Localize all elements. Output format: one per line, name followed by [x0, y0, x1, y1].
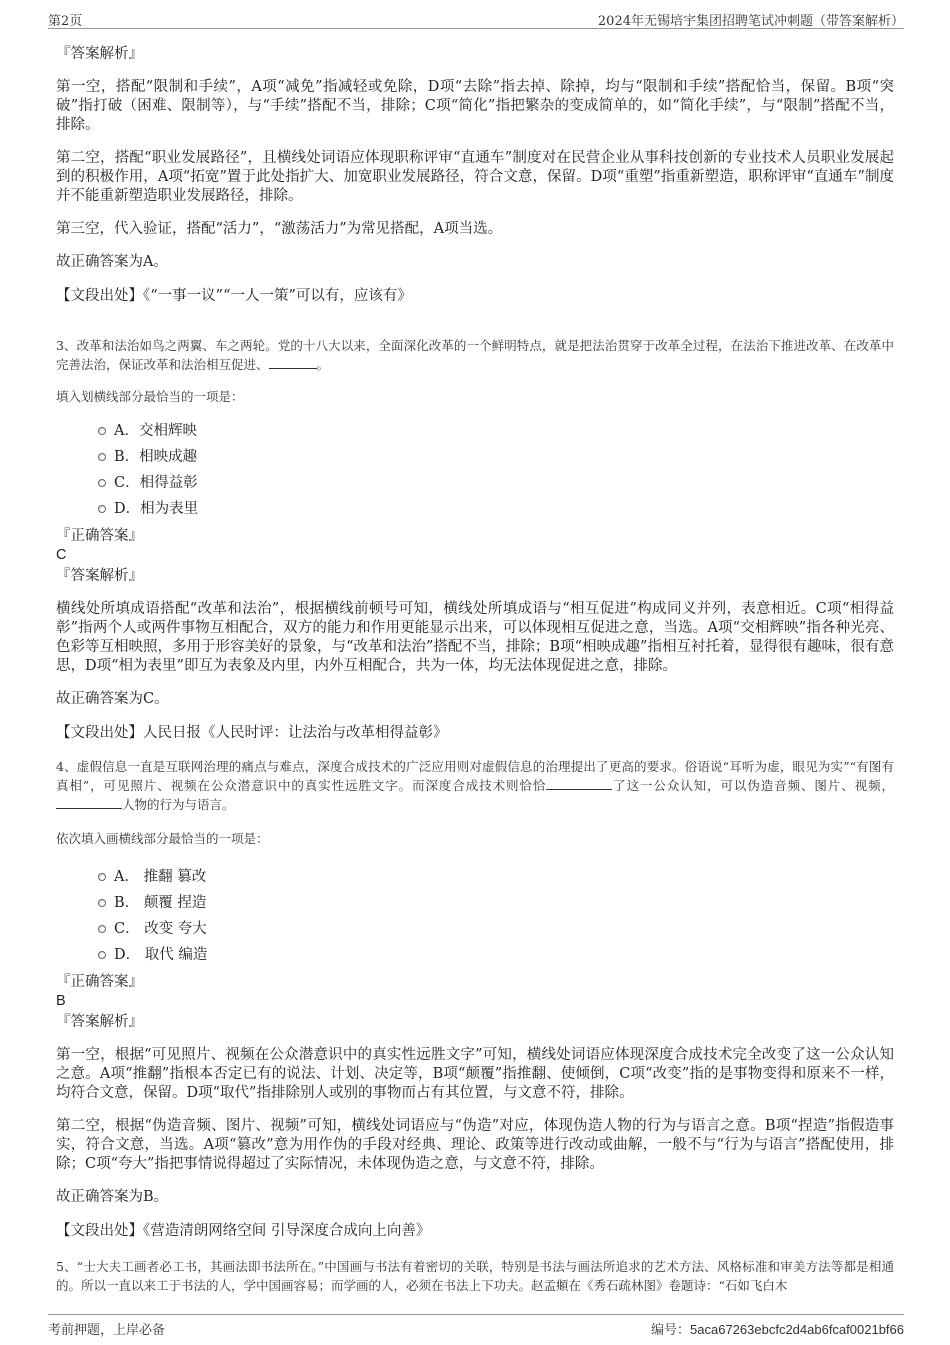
radio-icon[interactable]	[98, 951, 106, 959]
analysis-label: 『答案解析』	[56, 568, 143, 584]
correct-answer: C	[56, 547, 67, 563]
analysis-label: 『答案解析』	[56, 1014, 143, 1030]
answer-blank	[56, 796, 122, 809]
question-prompt: 依次填入画横线部分最恰当的一项是：	[56, 831, 269, 846]
option-a[interactable]: A． 推翻 篡改	[98, 864, 894, 890]
source-citation: 【文段出处】人民日报《人民时评：让法治与改革相得益彰》	[56, 725, 448, 741]
radio-icon[interactable]	[98, 899, 106, 907]
question-stem: 4、虚假信息一直是互联网治理的痛点与难点，深度合成技术的广泛应用则对虚假信息的治理提出了更高的要求。俗语说“耳听为虚，眼见为实”“有图有真相”，可见照片、视频在公众潜意识中的真实性远胜文字。而深度合成技术则恰恰 了这一公众认知，可以伪造音频、图片、视频，人物的行为与语言。	[56, 759, 894, 812]
document-title: 2024年无锡培宇集团招聘笔试冲刺题（带答案解析）	[597, 14, 904, 29]
radio-icon[interactable]	[98, 505, 106, 513]
radio-icon[interactable]	[98, 453, 106, 461]
correct-answer-label: 『正确答案』	[56, 528, 143, 544]
document-body	[56, 44, 894, 1295]
page-header	[48, 8, 904, 29]
document-id: 编号：5aca67263ebcfc2d4ab6fcaf0021bf66	[651, 1322, 904, 1337]
option-a[interactable]: A．交相辉映	[98, 418, 894, 444]
page-number: 第2页	[48, 14, 83, 29]
option-list	[98, 864, 894, 968]
source-citation: 【文段出处】《“一事一议”“一人一策”可以有，应该有》	[56, 288, 412, 304]
radio-icon[interactable]	[98, 925, 106, 933]
option-b[interactable]: B．相映成趣	[98, 444, 894, 470]
correct-answer: B	[56, 993, 66, 1009]
question-prompt: 填入划横线部分最恰当的一项是：	[56, 389, 244, 404]
question-stem: 5、“士大夫工画者必工书，其画法即书法所在。”中国画与书法有着密切的关联，特别是书法与画法所追求的艺术方法、风格标准和审美方法等都是相通的。所以一直以来工于书法的人，学中国画容易；而学画的人，必须在书法上下功夫。赵孟頫在《秀石疏林图》卷题诗：“石如飞白木	[56, 1259, 894, 1293]
answer-conclusion: 故正确答案为C。	[56, 691, 169, 707]
answer-blank	[546, 777, 612, 790]
option-list	[98, 418, 894, 522]
answer-conclusion: 故正确答案为A。	[56, 254, 168, 270]
radio-icon[interactable]	[98, 479, 106, 487]
option-c[interactable]: C． 改变 夸大	[98, 916, 894, 942]
answer-blank	[269, 356, 317, 369]
analysis-paragraph: 第三空，代入验证，搭配“活力”，“激荡活力”为常见搭配，A项当选。	[56, 221, 503, 237]
answer-conclusion: 故正确答案为B。	[56, 1189, 169, 1205]
radio-icon[interactable]	[98, 873, 106, 881]
option-d[interactable]: D． 取代 编造	[98, 942, 894, 968]
option-c[interactable]: C．相得益彰	[98, 470, 894, 496]
option-b[interactable]: B． 颠覆 捏造	[98, 890, 894, 916]
source-citation: 【文段出处】《营造清朗网络空间 引导深度合成向上向善》	[56, 1223, 431, 1239]
analysis-paragraph: 第一空，搭配“限制和手续”，A项“减免”指减轻或免除，D项“去除”指去掉、除掉，均与“限制和手续”搭配恰当，保留。B项“突破”指打破（困难、限制等），与“手续”搭配不当，排除；C项“简化”指把繁杂的变成简单的，如“简化手续”，与“限制”搭配不当，排除。	[56, 79, 894, 133]
analysis-paragraph: 第二空，根据“伪造音频、图片、视频”可知，横线处词语应与“伪造”对应，体现伪造人物的行为与语言之意。B项“捏造”指假造事实，符合文意，当选。A项“篡改”意为用作伪的手段对经典、理论、政策等进行改动或曲解，一般不与“行为与语言”搭配使用，排除；C项“夸大”指把事情说得超过了实际情况，未体现伪造之意，与文意不符，排除。	[56, 1118, 894, 1172]
footer-slogan: 考前押题，上岸必备	[48, 1323, 166, 1338]
option-d[interactable]: D．相为表里	[98, 496, 894, 522]
analysis-paragraph: 第一空，根据“可见照片、视频在公众潜意识中的真实性远胜文字”可知，横线处词语应体现深度合成技术完全改变了这一公众认知之意。A项“推翻”指根本否定已有的说法、计划、决定等，B项“颠覆”指推翻、使倾倒，C项“改变”指的是事物变得和原来不一样，均符合文意，保留。D项“取代”指排除别人或别的事物而占有其位置，与文意不符，排除。	[56, 1047, 894, 1101]
correct-answer-label: 『正确答案』	[56, 974, 143, 990]
radio-icon[interactable]	[98, 427, 106, 435]
question-stem: 3、改革和法治如鸟之两翼、车之两轮。党的十八大以来，全面深化改革的一个鲜明特点，就是把法治贯穿于改革全过程，在法治下推进改革、在改革中完善法治，保证改革和法治相互促进、 。	[56, 338, 894, 372]
analysis-paragraph: 第二空，搭配“职业发展路径”，且横线处词语应体现职称评审“直通车”制度对在民营企业从事科技创新的专业技术人员职业发展起到的积极作用，A项“拓宽”置于此处指扩大、加宽职业发展路径，符合文意，保留。D项“重塑”指重新塑造，职称评审“直通车”制度并不能重新塑造职业发展路径，排除。	[56, 150, 894, 204]
analysis-label: 『答案解析』	[56, 46, 143, 62]
analysis-paragraph: 横线处所填成语搭配“改革和法治”，根据横线前顿号可知，横线处所填成语与“相互促进”构成同义并列，表意相近。C项“相得益彰”指两个人或两件事物互相配合，双方的能力和作用更能显示出来，可以体现相互促进之意，当选。A项“交相辉映”指各种光亮、色彩等互相映照，多用于形容美好的景象，与“改革和法治”搭配不当，排除；B项“相映成趣”指相互衬托着，显得很有趣味，很有意思，D项“相为表里”即互为表象及内里，内外互相配合，共为一体，均无法体现促进之意，排除。	[56, 601, 894, 674]
page-footer	[48, 1314, 904, 1337]
